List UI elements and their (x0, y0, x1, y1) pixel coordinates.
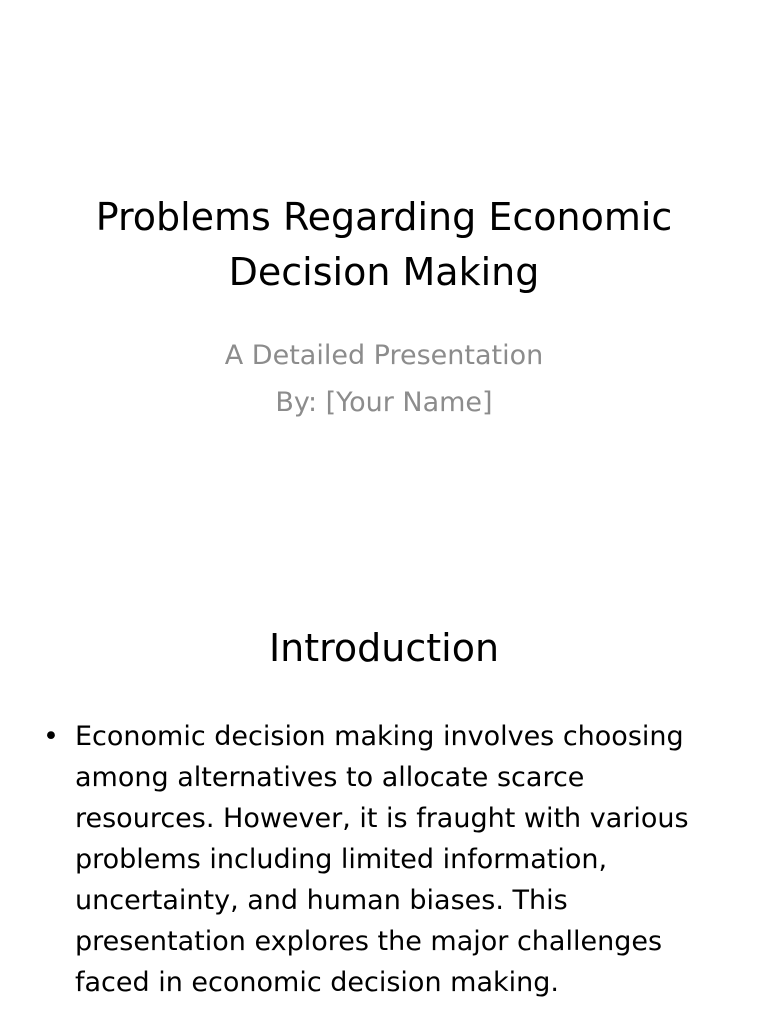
slide-title (40, 190, 728, 300)
introduction-heading: Introduction (268, 626, 500, 670)
slide-title-line: Problems Regarding Economic (95, 195, 673, 239)
bullet-item (40, 716, 716, 1003)
bullet-text: Economic decision making involves choosing among alternatives to allocate scarce resources. However, it is fraught with various problems including limited information, uncertainty, and human biases. This presentation explores the major challenges faced in economic decision making. (75, 721, 689, 998)
subtitle-line: A Detailed Presentation (224, 340, 544, 371)
slide-title-line: Decision Making (228, 250, 540, 294)
introduction-slide (0, 576, 768, 1024)
bullet-list (40, 716, 716, 1003)
subtitle-line: By: [Your Name] (275, 387, 493, 418)
bullet-marker: • (43, 721, 59, 752)
slide-subtitle (80, 332, 688, 426)
